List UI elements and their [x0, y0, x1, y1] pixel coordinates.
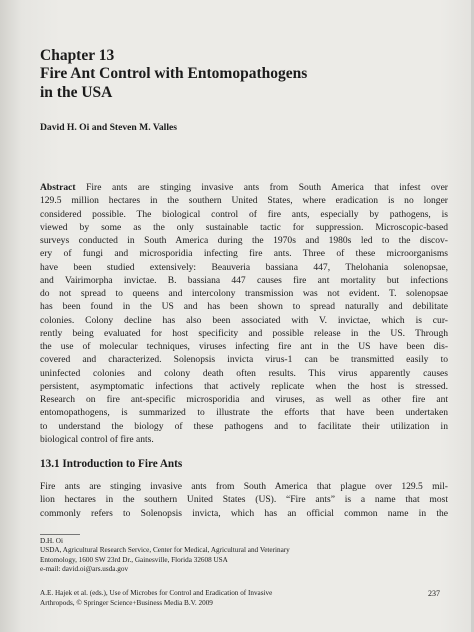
section-line: commonly refers to Solenopsis invicta, which has an official common name in the [40, 507, 448, 519]
footnote [40, 537, 448, 574]
abstract-line: persistent, asymptomatic infections that actively replicate when the host is stressed. [40, 380, 448, 392]
section-heading: 13.1 Introduction to Fire Ants [40, 458, 183, 470]
abstract-line: rently being evaluated for host specificity and possible release in the US. Through [40, 327, 448, 339]
chapter-title-line-2: in the USA [40, 84, 113, 101]
abstract-line: the use of molecular techniques, viruses infecting fire ant in the US have been dis- [40, 341, 448, 352]
abstract-line: entomopathogens, is summarized to illustrate the efforts that have been undertaken [40, 407, 448, 419]
section-line: Fire ants are stinging invasive ants from South America that plague over 129.5 mil- [40, 481, 448, 492]
abstract-line: do not spread to queens and intercolony transmission was not evident. T. solenopsae [40, 288, 448, 299]
abstract-line: to understand the biology of these pathogens and to facilitate their utilization in [40, 420, 448, 432]
abstract-line: has been found in the US and has been shown to spread naturally and debilitate [40, 301, 448, 313]
abstract-label: Abstract [40, 182, 76, 193]
abstract-line: colonies. Colony decline has also been associated with V. invictae, which is cur- [40, 314, 448, 326]
abstract [40, 181, 448, 446]
section-body [40, 480, 448, 520]
abstract-line: 129.5 million hectares in the southern United States, where eradication is no longer [40, 195, 448, 207]
footnote-line: e-mail: david.oi@ars.usda.gov [40, 564, 129, 573]
page-number: 237 [428, 589, 440, 598]
abstract-line: considered possible. The biological control of fire ants, especially by pathogens, is [40, 208, 448, 220]
chapter-title [40, 64, 460, 102]
abstract-line: surveys conducted in South America during the 1970s and 1980s led to the discov- [40, 235, 448, 246]
abstract-line: biological control of fire ants. [40, 433, 154, 445]
section-line: lion hectares in the southern United States (US). “Fire ants” is a name that most [40, 494, 448, 506]
footnote-divider [40, 534, 80, 535]
citation [40, 589, 400, 608]
abstract-line: Abstract Fire ants are stinging invasive ants from South America that infest over [40, 182, 448, 193]
footnote-line: USDA, Agricultural Research Service, Center for Medical, Agricultural and Veterinary [40, 546, 290, 555]
abstract-line: uninfected colonies and colony death often results. This virus apparently causes [40, 367, 448, 379]
citation-line-2: Arthropods, © Springer Science+Business Media B.V. 2009 [40, 598, 213, 607]
abstract-line: ery of fungi and microsporidia infecting fire ants. Three of these microorganisms [40, 248, 448, 260]
chapter-title-line-1: Fire Ant Control with Entomopathogens [40, 65, 308, 82]
abstract-line: covered and characterized. Solenopsis invicta virus-1 can be transmitted easily to [40, 354, 448, 366]
abstract-line: and Vairimorpha invictae. B. bassiana 447 causes fire ant mortality but infections [40, 274, 448, 286]
citation-line-1: A.E. Hajek et al. (eds.), Use of Microbes for Control and Eradication of Invasive [40, 589, 273, 597]
abstract-line: viewed by some as the only sustainable tactic for suppression. Microscopic-based [40, 221, 448, 233]
abstract-line: have been studied extensively: Beauveria bassiana 447, Thelohania solenopsae, [40, 261, 448, 273]
footnote-line: Entomology, 1600 SW 23rd Dr., Gainesville, Florida 32608 USA [40, 555, 228, 564]
abstract-line: Research on fire ant-specific microsporidia and viruses, as well as other fire ant [40, 394, 448, 405]
footnote-line: D.H. Oi [40, 537, 63, 545]
chapter-label: Chapter 13 [40, 47, 115, 64]
authors: David H. Oi and Steven M. Valles [40, 122, 177, 133]
